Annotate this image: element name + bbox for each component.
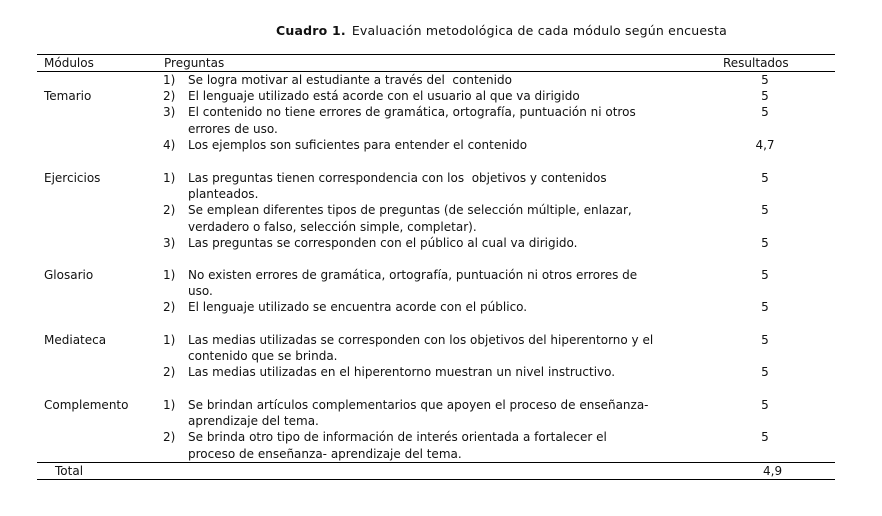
question-text: Se logra motivar al estudiante a través del contenido — [188, 73, 512, 87]
header-results: Resultados — [723, 56, 789, 70]
question-number: 1) — [163, 268, 176, 282]
total-top-rule — [37, 462, 835, 463]
question-text: contenido que se brinda. — [188, 349, 338, 364]
question-number: 1) — [163, 333, 176, 347]
question-number: 3) — [163, 105, 176, 120]
module-name: Ejercicios — [44, 171, 101, 185]
question-text: Las preguntas tienen correspondencia con los objetivos y contenidos — [188, 171, 607, 185]
question-result: 5 — [761, 430, 769, 445]
question-number: 2) — [163, 203, 176, 218]
question-text: Se brindan artículos complementarios que apoyen el proceso de enseñanza- — [188, 398, 649, 412]
question-result: 5 — [761, 105, 769, 120]
module-name: Mediateca — [44, 333, 107, 347]
question-result: 5 — [761, 300, 769, 315]
question-text: Las preguntas se corresponden con el público al cual va dirigido. — [188, 235, 578, 250]
question-result: 5 — [761, 235, 769, 250]
question-number: 2) — [163, 365, 176, 380]
header-questions: Preguntas — [164, 56, 225, 70]
module-name: Temario — [44, 89, 92, 104]
header-modules: Módulos — [44, 56, 94, 70]
table-title-label: Cuadro 1. — [276, 23, 346, 38]
question-number: 3) — [163, 235, 176, 250]
question-text: No existen errores de gramática, ortografía, puntuación ni otros errores de — [188, 268, 638, 282]
question-text: aprendizaje del tema. — [188, 414, 319, 429]
question-text: Se emplean diferentes tipos de preguntas (de selección múltiple, enlazar, — [188, 203, 632, 218]
question-text: El lenguaje utilizado está acorde con el usuario al que va dirigido — [188, 89, 580, 104]
question-text: El contenido no tiene errores de gramática, ortografía, puntuación ni otros — [188, 105, 636, 120]
total-label: Total — [55, 464, 84, 478]
question-result: 4,7 — [755, 137, 775, 152]
question-result: 5 — [761, 89, 769, 104]
question-number: 2) — [163, 300, 176, 315]
module-name: Complemento — [44, 398, 129, 412]
question-text: Las medias utilizadas en el hiperentorno muestran un nivel instructivo. — [188, 365, 616, 380]
question-text: El lenguaje utilizado se encuentra acorde con el público. — [188, 300, 528, 315]
question-result: 5 — [761, 333, 769, 347]
question-number: 1) — [163, 398, 176, 412]
question-number: 1) — [163, 73, 176, 87]
question-result: 5 — [761, 203, 769, 218]
question-result: 5 — [761, 171, 769, 185]
total-bottom-rule — [37, 479, 835, 480]
top-rule — [37, 54, 835, 55]
question-text: proceso de enseñanza- aprendizaje del tema. — [188, 446, 462, 461]
question-text: planteados. — [188, 187, 259, 202]
question-text: uso. — [188, 284, 213, 299]
question-text: Los ejemplos son suficientes para entender el contenido — [188, 137, 528, 152]
question-text: Se brinda otro tipo de información de interés orientada a fortalecer el — [188, 430, 607, 445]
question-text: errores de uso. — [188, 121, 278, 136]
question-text: verdadero o falso, selección simple, completar). — [188, 219, 477, 234]
question-number: 4) — [163, 137, 176, 152]
table-title-text: Evaluación metodológica de cada módulo según encuesta — [351, 23, 727, 38]
question-number: 1) — [163, 171, 176, 185]
question-number: 2) — [163, 89, 176, 104]
question-result: 5 — [761, 73, 769, 87]
table-title — [276, 23, 727, 38]
question-number: 2) — [163, 430, 176, 445]
module-name: Glosario — [44, 268, 94, 282]
question-result: 5 — [761, 365, 769, 380]
question-result: 5 — [761, 268, 769, 282]
question-result: 5 — [761, 398, 769, 412]
question-text: Las medias utilizadas se corresponden con los objetivos del hiperentorno y el — [188, 333, 654, 347]
total-value: 4,9 — [763, 464, 783, 478]
